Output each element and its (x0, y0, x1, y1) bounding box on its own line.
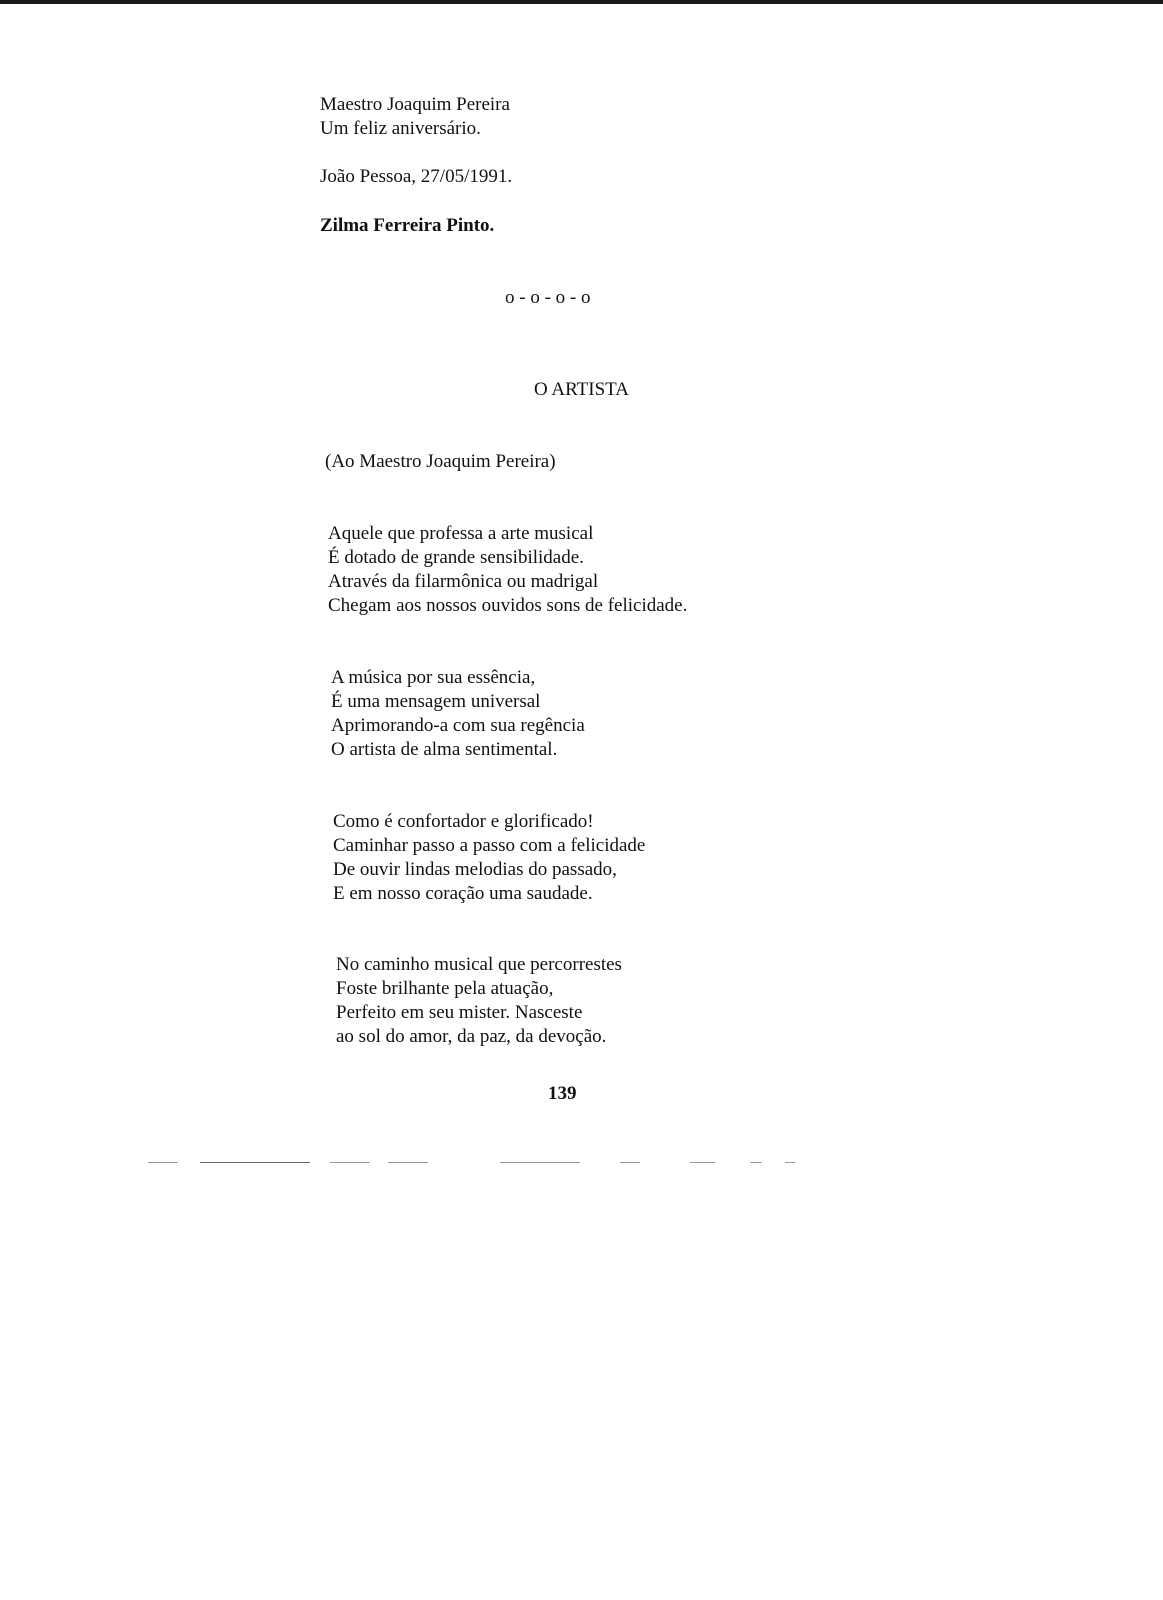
poem-stanza-4 (336, 953, 622, 1049)
poem-verse: É uma mensagem universal (331, 691, 541, 712)
poem-verse: De ouvir lindas melodias do passado, (333, 859, 617, 880)
scan-artifact-dash (750, 1162, 762, 1163)
scan-artifact-dash (620, 1162, 640, 1163)
poem-verse: No caminho musical que percorrestes (336, 954, 622, 975)
poem-stanza-2 (331, 666, 585, 762)
author-signature: Zilma Ferreira Pinto. (320, 215, 495, 236)
poem-verse: Perfeito em seu mister. Nasceste (336, 1002, 583, 1023)
dedication-line-1: Maestro Joaquim Pereira (320, 94, 510, 115)
poem-verse: E em nosso coração uma saudade. (333, 883, 593, 904)
page-number: 139 (548, 1083, 577, 1104)
scan-artifact-dash (388, 1162, 428, 1163)
poem-verse: Como é confortador e glorificado! (333, 811, 594, 832)
scan-artifact-dash (785, 1162, 795, 1163)
place-date: João Pessoa, 27/05/1991. (320, 166, 513, 187)
scan-artifact-dash (148, 1162, 178, 1163)
poem-verse: É dotado de grande sensibilidade. (328, 547, 584, 568)
poem-verse: ao sol do amor, da paz, da devoção. (336, 1026, 607, 1047)
poem-verse: Através da filarmônica ou madrigal (328, 571, 599, 592)
poem-stanza-1 (328, 522, 687, 618)
poem-verse: Foste brilhante pela atuação, (336, 978, 554, 999)
poem-verse: Aquele que professa a arte musical (328, 523, 594, 544)
poem-verse: Aprimorando-a com sua regência (331, 715, 585, 736)
poem-verse: O artista de alma sentimental. (331, 739, 558, 760)
poem-stanza-3 (333, 810, 645, 906)
scan-artifact-dash (690, 1162, 715, 1163)
scan-artifact-dash (330, 1162, 370, 1163)
poem-title: O ARTISTA (534, 379, 629, 400)
scan-artifact-dash (200, 1162, 310, 1163)
poem-verse: Chegam aos nossos ouvidos sons de felicidade. (328, 595, 688, 616)
poem-verse: A música por sua essência, (331, 667, 536, 688)
dedication-line-2: Um feliz aniversário. (320, 118, 481, 139)
section-separator: o - o - o - o (505, 287, 591, 308)
scan-artifact-dash (500, 1162, 580, 1163)
poem-verse: Caminhar passo a passo com a felicidade (333, 835, 646, 856)
poem-subtitle: (Ao Maestro Joaquim Pereira) (325, 451, 556, 472)
